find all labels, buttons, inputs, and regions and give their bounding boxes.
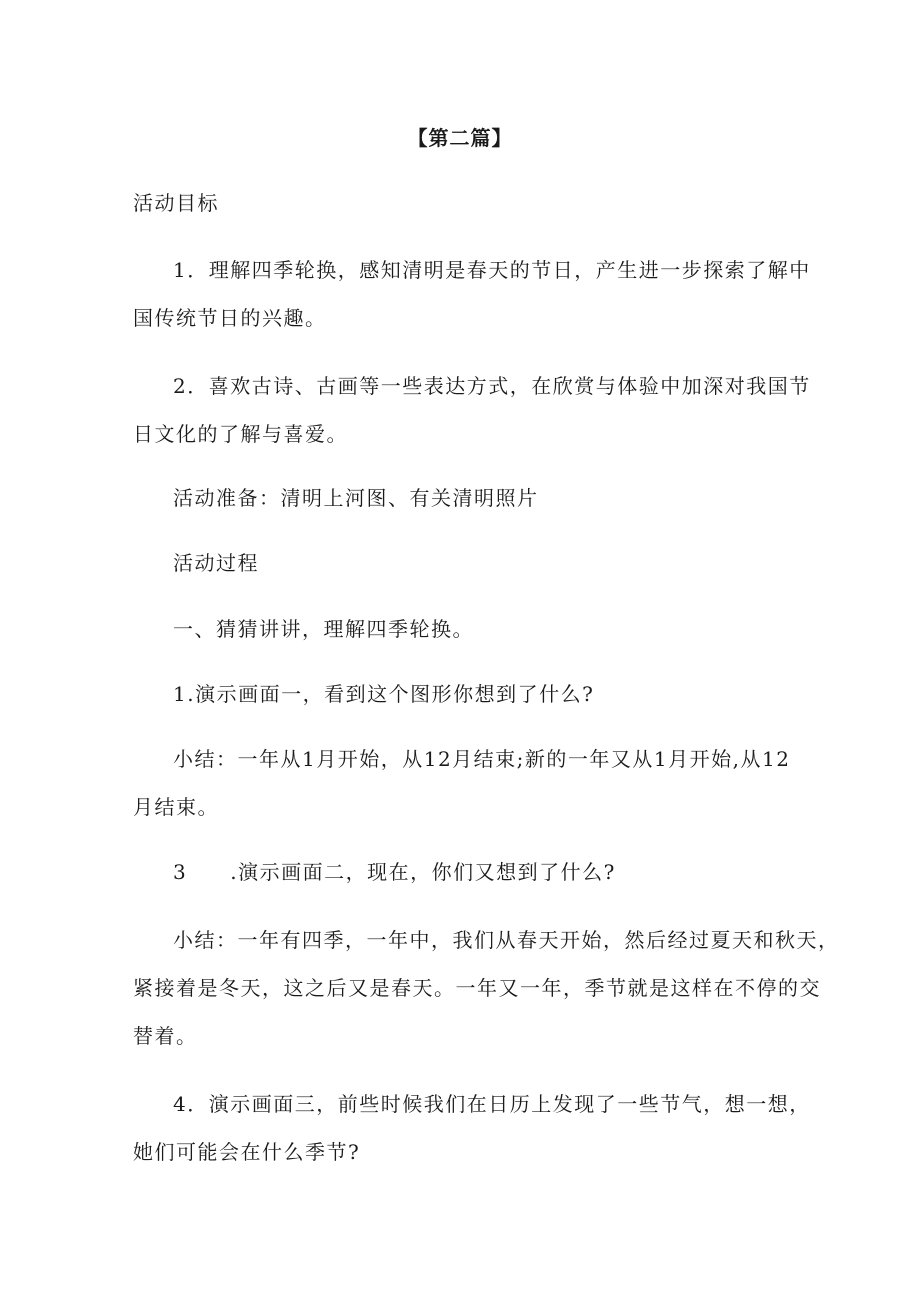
paragraph-line: 小结：一年从1月开始，从12月结束;新的一年又从1月开始,从12 <box>173 747 791 771</box>
paragraph-line: 1．理解四季轮换，感知清明是春天的节日，产生进一步探索了解中 <box>173 258 811 282</box>
paragraph-line: 国传统节日的兴趣。 <box>133 306 327 330</box>
heading-activity-process: 活动过程 <box>173 551 259 575</box>
document-title: 【第二篇】 <box>407 126 513 150</box>
paragraph-line: 月结束。 <box>133 795 219 819</box>
paragraph-line: 日文化的了解与喜爱。 <box>133 422 348 446</box>
paragraph-line: 2．喜欢古诗、古画等一些表达方式，在欣赏与体验中加深对我国节 <box>173 374 811 398</box>
paragraph-line: 小结：一年有四季，一年中，我们从春天开始，然后经过夏天和秋天， <box>173 928 840 952</box>
paragraph-line: 紧接着是冬天，这之后又是春天。一年又一年，季节就是这样在不停的交 <box>133 976 821 1000</box>
heading-activity-goals: 活动目标 <box>133 191 219 215</box>
section-heading: 一、猜猜讲讲，理解四季轮换。 <box>173 617 474 641</box>
paragraph-line: 4．演示画面三，前些时候我们在日历上发现了一些节气，想一想， <box>173 1092 811 1116</box>
paragraph-line: 1.演示画面一，看到这个图形你想到了什么? <box>173 682 595 706</box>
activity-preparation: 活动准备：清明上河图、有关清明照片 <box>173 486 539 510</box>
paragraph-line: 她们可能会在什么季节? <box>133 1140 361 1164</box>
paragraph-line: 3 .演示画面二，现在，你们又想到了什么? <box>173 860 616 884</box>
paragraph-line: 替着。 <box>133 1024 198 1048</box>
